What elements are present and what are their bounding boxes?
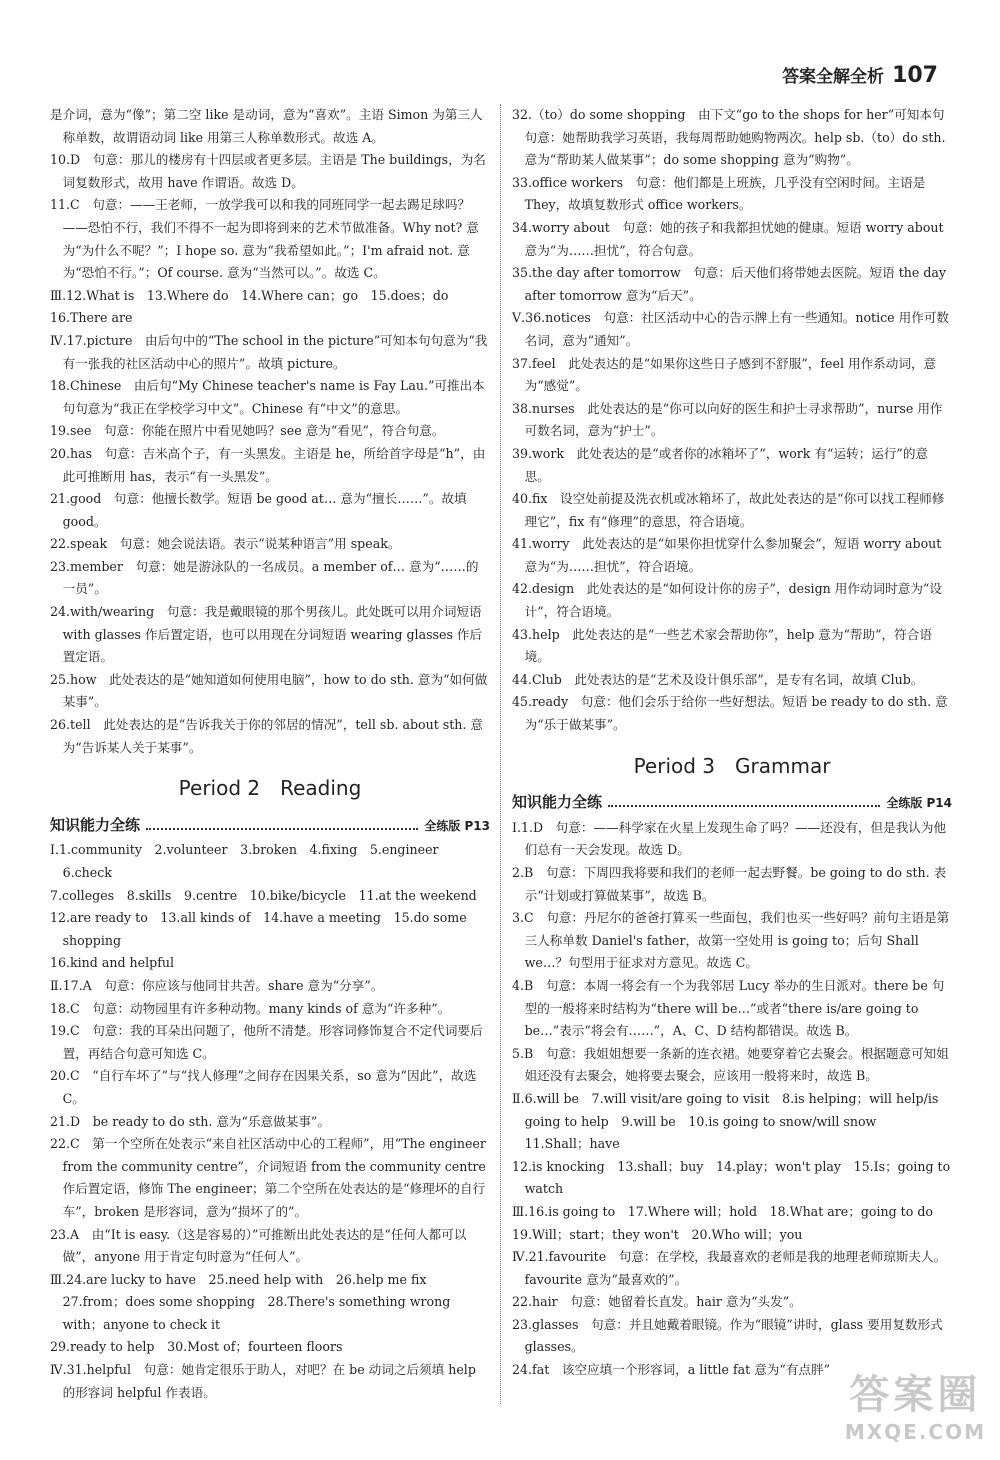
answer-entry: 22.hair 句意：她留着长直发。hair 意为“头发”。 <box>512 1294 802 1310</box>
answer-entry: 41.worry 此处表达的是“如果你担忧穿什么参加聚会”，短语 worry about 意为“为……担忧”，符合语境。 <box>512 536 942 574</box>
answer-entry: 39.work 此处表达的是“或者你的冰箱坏了”，work 有“运转；运行”的意思。 <box>512 445 929 484</box>
answer-entry: Ⅴ.36.notices 句意：社区活动中心的告示牌上有一些通知。notice 用作可数名词，意为“通知”。 <box>512 310 950 348</box>
answer-entry: 10.D 句意：那儿的楼房有十四层或者更多层。主语是 The buildings，为名词复数形式，故用 have 作谓语。故选 D。 <box>50 152 486 190</box>
answer-entry: 37.feel 此处表达的是“如果你这些日子感到不舒服”，feel 用作系动词，意为“感觉”。 <box>512 355 937 394</box>
answer-entry: 19.Will；start；they won't 20.Who will；you <box>512 1226 803 1242</box>
answer-entry: Ⅲ.12.What is 13.Where do 14.Where can；go 15.does；do <box>50 287 449 303</box>
answer-entry: 45.ready 句意：他们会乐于给你一些好想法。短语 be ready to do sth. 意为“乐于做某事”。 <box>512 694 948 733</box>
header-title: 答案全解全析 <box>782 67 885 87</box>
answer-entry: 3.C 句意：丹尼尔的爸爸打算买一些面包，我们也买一些好吗？前句主语是第三人称单数 Daniel's father，故第一空处用 is going to；后句 Shall we…？句型用于征求对方意见。故选 C。 <box>512 910 950 971</box>
answer-entry: 7.colleges 8.skills 9.centre 10.bike/bicycle 11.at the weekend <box>50 887 477 903</box>
answer-entry: Ⅳ.31.helpful 句意：她肯定很乐于助人，对吧？在 be 动词之后须填 help 的形容词 helpful 作表语。 <box>50 1362 476 1400</box>
answer-entry: 22.speak 句意：她会说法语。表示“说某种语言”用 speak。 <box>50 536 401 552</box>
section-label: 知识能力全练 <box>512 793 603 812</box>
answer-entry: 4.B 句意：本周一将会有一个为我邻居 Lucy 举办的生日派对。there be 句型的一般将来时结构为“there will be…”或者“there is/are going to be…”表示“将会有……”，A、C、D 结构都错误。故选 B。 <box>512 977 945 1039</box>
section-ref: 全练版 P14 <box>886 796 952 811</box>
column-divider <box>500 104 501 1404</box>
answer-entry: 34.worry about 句意：她的孩子和我都担忧她的健康。短语 worry about 意为“为……担忧”，符合句意。 <box>512 219 944 258</box>
watermark-logo <box>845 1363 986 1444</box>
answer-entry: 21.D be ready to do sth. 意为“乐意做某事”。 <box>50 1113 330 1129</box>
answer-entry: Ⅱ.17.A 句意：你应该与他同甘共苦。share 意为“分享”。 <box>50 977 384 993</box>
answer-entry: 24.with/wearing 句意：我是戴眼镜的那个男孩儿。此处既可以用介词短语 with glasses 作后置定语，也可以用现在分词短语 wearing glasses 作后置定语。 <box>50 604 483 665</box>
answer-entry: 23.glasses 句意：并且她戴着眼镜。作为“眼镜”讲时，glass 要用复数形式 glasses。 <box>512 1316 943 1355</box>
answer-entry: 5.B 句意：我姐姐想要一条新的连衣裙。她要穿着它去聚会。根据题意可知姐姐还没有去聚会，她将要去聚会，应该用一般将来时，故选 B。 <box>512 1045 949 1084</box>
answer-entry: 33.office workers 句意：他们都是上班族，几乎没有空闲时间。主语是 They，故填复数形式 office workers。 <box>512 174 926 213</box>
answer-entry: 44.Club 此处表达的是“艺术及设计俱乐部”，是专有名词，故填 Club。 <box>512 671 924 687</box>
answer-entry: Ⅳ.17.picture 由后句中的“The school in the picture”可知本句句意为“我有一张我的社区活动中心的照片”。故填 picture。 <box>50 332 488 371</box>
answer-entry: Ⅰ.1.community 2.volunteer 3.broken 4.fixing 5.engineer 6.check <box>50 842 452 880</box>
answer-entry: 12.is knocking 13.shall；buy 14.play；won't play 15.Is；going to watch <box>512 1158 951 1197</box>
section-ref: 全练版 P13 <box>424 818 490 833</box>
answer-entry: 22.C 第一个空所在处表示“来自社区活动中心的工程师”，用“The engineer from the community centre”，介词短语 from the community centre 作后置定语，修饰 The engineer；第二个空所在处表达的是“修理坏的自行车”，broken 是形容词，意为“损坏了的”。 <box>50 1136 486 1219</box>
section-label: 知识能力全练 <box>50 815 141 834</box>
answer-entry: 29.ready to help 30.Most of；fourteen floors <box>50 1339 343 1355</box>
right-column <box>512 104 952 1382</box>
answer-entry: 21.good 句意：他擅长数学。短语 be good at… 意为“擅长……”。故填 good。 <box>50 491 467 529</box>
answer-entry: 19.C 句意：我的耳朵出问题了，他所不清楚。形容词修饰复合不定代词要后置，再结合句意可知选 C。 <box>50 1023 483 1061</box>
left-column <box>50 104 490 1404</box>
answer-entry: 2.B 句意：下周四我将要和我们的老师一起去野餐。be going to do sth. 表示“计划或打算做某事”，故选 B。 <box>512 865 947 903</box>
answer-entry: 18.C 句意：动物园里有许多种动物。many kinds of 意为“许多种”。 <box>50 1000 451 1016</box>
answer-entry: 11.C 句意：——王老师，一放学我可以和我的同班同学一起去踢足球吗？——恐怕不行，我们不得不一起为即将到来的艺术节做准备。Why not? 意为“为什么不呢？”；I hope so. 意为“我希望如此。”；I'm afraid not. 意为“恐怕不行。”；Of course. 意为“当然可以。”。故选 C。 <box>50 197 479 281</box>
answer-entry: 35.the day after tomorrow 句意：后天他们将带她去医院。短语 the day after tomorrow 意为“后天”。 <box>512 265 947 303</box>
left-entries-b <box>50 839 490 1404</box>
answer-entry: 19.see 句意：你能在照片中看见她吗？see 意为“看见”，符合句意。 <box>50 423 445 439</box>
page-header <box>782 62 938 88</box>
answer-entry: 38.nurses 此处表达的是“你可以向好的医生和护士寻求帮助”，nurse 用作可数名词，意为“护士”。 <box>512 400 943 439</box>
dotted-leader <box>608 805 880 807</box>
watermark-url: MXQE.COM <box>844 1420 986 1444</box>
answer-entry: Ⅲ.24.are lucky to have 25.need help with 26.help me fix 27.from；does some shopping 28.There's something wrong with；anyone to check it <box>50 1271 451 1332</box>
right-entries-a <box>512 104 952 737</box>
answer-entry: 16.There are <box>50 310 133 326</box>
answer-entry: 23.member 句意：她是游泳队的一名成员。a member of… 意为“……的一员”。 <box>50 558 479 597</box>
right-section-heading <box>512 791 952 815</box>
answer-entry: 26.tell 此处表达的是“告诉我关于你的邻居的情况”，tell sb. about sth. 意为“告诉某人关于某事”。 <box>50 717 484 755</box>
answer-entry: 40.fix 设空处前提及洗衣机或冰箱坏了，故此处表达的是“你可以找工程师修理它”，fix 有“修理”的意思，符合语境。 <box>512 491 945 529</box>
answer-entry: 42.design 此处表达的是“如何设计你的房子”，design 用作动词时意为“设计”，符合语境。 <box>512 581 942 620</box>
right-entries-b <box>512 817 952 1382</box>
answer-entry: 16.kind and helpful <box>50 955 175 971</box>
answer-entry: Ⅰ.1.D 句意：——科学家在火星上发现生命了吗？——还没有，但是我认为他们总有一天会发现。故选 D。 <box>512 819 947 858</box>
answer-entry: Ⅳ.21.favourite 句意：在学校，我最喜欢的老师是我的地理老师琼斯夫人。favourite 意为“最喜欢的”。 <box>512 1249 947 1287</box>
page-number: 107 <box>892 63 938 88</box>
answer-entry: Ⅲ.16.is going to 17.Where will；hold 18.What are；going to do <box>512 1203 933 1219</box>
answer-entry: 24.fat 该空应填一个形容词，a little fat 意为“有点胖” <box>512 1362 831 1378</box>
answer-entry: 12.are ready to 13.all kinds of 14.have a meeting 15.do some shopping <box>50 910 467 948</box>
dotted-leader <box>146 828 418 830</box>
period-2-title: Period 2 Reading <box>178 776 362 801</box>
answer-entry: 20.has 句意：吉米高个子，有一头黑发。主语是 he，所给首字母是“h”，由此可推断用 has，表示“有一头黑发”。 <box>50 445 486 484</box>
period-3-title: Period 3 Grammar <box>633 753 831 778</box>
answer-entry: 25.how 此处表达的是“她知道如何使用电脑”，how to do sth. 意为“如何做某事”。 <box>50 671 488 710</box>
answer-entry: Ⅱ.6.will be 7.will visit/are going to visit 8.is helping；will help/is going to help 9.will be 10.is going to snow/will snow 11.Shall；have <box>512 1090 939 1152</box>
left-entries-a <box>50 104 490 759</box>
answer-entry: 18.Chinese 由后句“My Chinese teacher's name is Fay Lau.”可推出本句句意为“我正在学校学习中文”。Chinese 有“中文”的意思。 <box>50 378 485 416</box>
left-section-heading <box>50 814 490 838</box>
answer-entry: 32.（to）do some shopping 由下文“go to the shops for her”可知本句句意：她帮助我学习英语，我每周帮助她购物两次。help sb.（to）do sth. 意为“帮助某人做某事”；do some shopping 意为“购物”。 <box>512 107 946 168</box>
watermark-text: 答案圈 <box>849 1372 982 1418</box>
answer-entry: 23.A 由“It is easy.（这是容易的）”可推断出此处表达的是“任何人都可以做”，anyone 用于肯定句时意为“任何人”。 <box>50 1226 467 1265</box>
answer-entry: 20.C “自行车坏了”与“找人修理”之间存在因果关系，so 意为“因此”，故选 C。 <box>50 1068 477 1106</box>
answer-entry: 是介词，意为“像”；第二空 like 是动词，意为“喜欢”。主语 Simon 为第三人称单数，故谓语动词 like 用第三人称单数形式。故选 A。 <box>50 107 483 145</box>
answer-entry: 43.help 此处表达的是“一些艺术家会帮助你”，help 意为“帮助”，符合语境。 <box>512 626 932 665</box>
